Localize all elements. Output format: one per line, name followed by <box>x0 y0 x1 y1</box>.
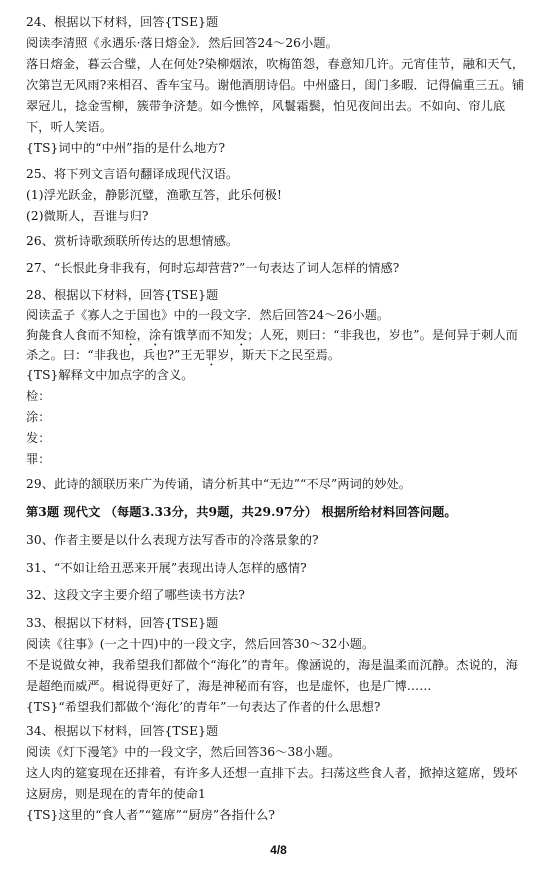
q28-text-segment: ；人死，则曰：“非我也，岁也”。是何异于刺人而 <box>247 328 518 342</box>
q28-text-line <box>26 347 340 369</box>
q34-text-line: 这人肉的筵宴现在还排着，有许多人还想一直排下去。扫荡这些食人者，掀掉这筵席，毁坏 <box>26 766 518 780</box>
q26-question: 26、赏析诗歌颈联所传达的思想情感。 <box>26 234 239 248</box>
section-title: 第3题 现代文 （每题3.33分，共9题，共29.97分） 根据所给材料回答问题。 <box>26 505 457 519</box>
q28-text-segment: ， <box>136 328 149 342</box>
q25-header: 25、将下列文言语句翻译成现代汉语。 <box>26 167 239 181</box>
q30-question: 30、作者主要是以什么表现方法写香市的冷落景象的? <box>26 533 319 547</box>
dotted-character: 检 <box>124 328 137 342</box>
q28-text-segment: 有饿莩而不知 <box>161 328 235 342</box>
q28-answer-label: 检： <box>26 389 51 403</box>
q34-header: 34、根据以下材料，回答{TSE}题 <box>26 724 219 738</box>
q25-item: (2)微斯人，吾谁与归? <box>26 209 149 223</box>
q33-question: {TS}“希望我们都做个‘海化’的青年”一句表达了作者的什么思想? <box>26 700 381 714</box>
q28-answer-label: 涂： <box>26 410 51 424</box>
q34-text-line: 这厨房，则是现在的青年的使命1 <box>26 787 206 801</box>
q33-header: 33、根据以下材料，回答{TSE}题 <box>26 616 219 630</box>
q28-question: {TS}解释文中加点字的含义。 <box>26 368 194 382</box>
page-number: 4/8 <box>270 843 287 857</box>
q24-intro: 阅读李清照《永遇乐·落日熔金》．然后回答24～26小题。 <box>26 36 338 50</box>
q33-intro: 阅读《往事》(一之十四)中的一段文字，然后回答30～32小题。 <box>26 637 375 651</box>
q34-question: {TS}这里的“食人者”“筵席”“厨房”各指什么? <box>26 808 276 822</box>
q28-text-line <box>26 327 518 349</box>
q28-intro: 阅读孟子《寡人之于国也》中的一段文字．然后回答24～26小题。 <box>26 308 390 322</box>
dotted-character: 涂 <box>148 328 162 342</box>
q24-text-line: 翠冠儿，捻金雪柳，簇带争济楚。如今憔悴，风鬟霜鬓，怕见夜间出去。不如向、帘儿底 <box>26 99 506 113</box>
q28-text-segment: 狗彘食人食而不知 <box>26 328 125 342</box>
q28-text-segment: 岁，斯天下之民至焉。 <box>217 348 341 362</box>
q24-text-line: 下，听人笑语。 <box>26 120 113 134</box>
dotted-character: 罪 <box>205 348 218 362</box>
q24-text-line: 次第岂无风雨?来相召、香车宝马。谢他酒朋诗侣。中州盛日，闺门多暇．记得偏重三五。铺 <box>26 78 525 92</box>
q29-question: 29、此诗的颔联历来广为传诵，请分析其中“无边”“不尽”两词的妙处。 <box>26 477 412 491</box>
q34-intro: 阅读《灯下漫笔》中的一段文字，然后回答36～38小题。 <box>26 745 341 759</box>
q28-answer-label: 罪： <box>26 452 51 466</box>
q28-answer-label: 发： <box>26 431 51 445</box>
q25-item: (1)浮光跃金，静影沉璧，渔歌互答，此乐何极! <box>26 188 283 202</box>
dotted-character: 发 <box>234 328 248 342</box>
q24-question: {TS}词中的“中州”指的是什么地方? <box>26 141 226 155</box>
q33-text-line: 不是说做女神，我希望我们都做个“海化”的青年。像涵说的，海是温柔而沉静。杰说的，海 <box>26 658 518 672</box>
q31-question: 31、“不如让给丑恶来开展”表现出诗人怎样的感情? <box>26 561 307 575</box>
q24-text-line: 落日熔金，暮云合璧，人在何处?染柳烟浓，吹梅笛怨，春意知几许。元宵佳节，融和天气， <box>26 57 525 71</box>
q33-text-line: 是超绝而威严。楫说得更好了，海是神秘而有容，也是虚怀，也是广博…… <box>26 679 432 693</box>
q28-header: 28、根据以下材料，回答{TSE}题 <box>26 288 219 302</box>
q27-question: 27、“长恨此身非我有，何时忘却营营?”一句表达了词人怎样的情感? <box>26 261 400 275</box>
q24-header: 24、根据以下材料，回答{TSE}题 <box>26 15 219 29</box>
q32-question: 32、这段文字主要介绍了哪些读书方法? <box>26 588 245 602</box>
q28-text-segment: 杀之。曰：“非我也，兵也?”王无 <box>26 348 206 362</box>
